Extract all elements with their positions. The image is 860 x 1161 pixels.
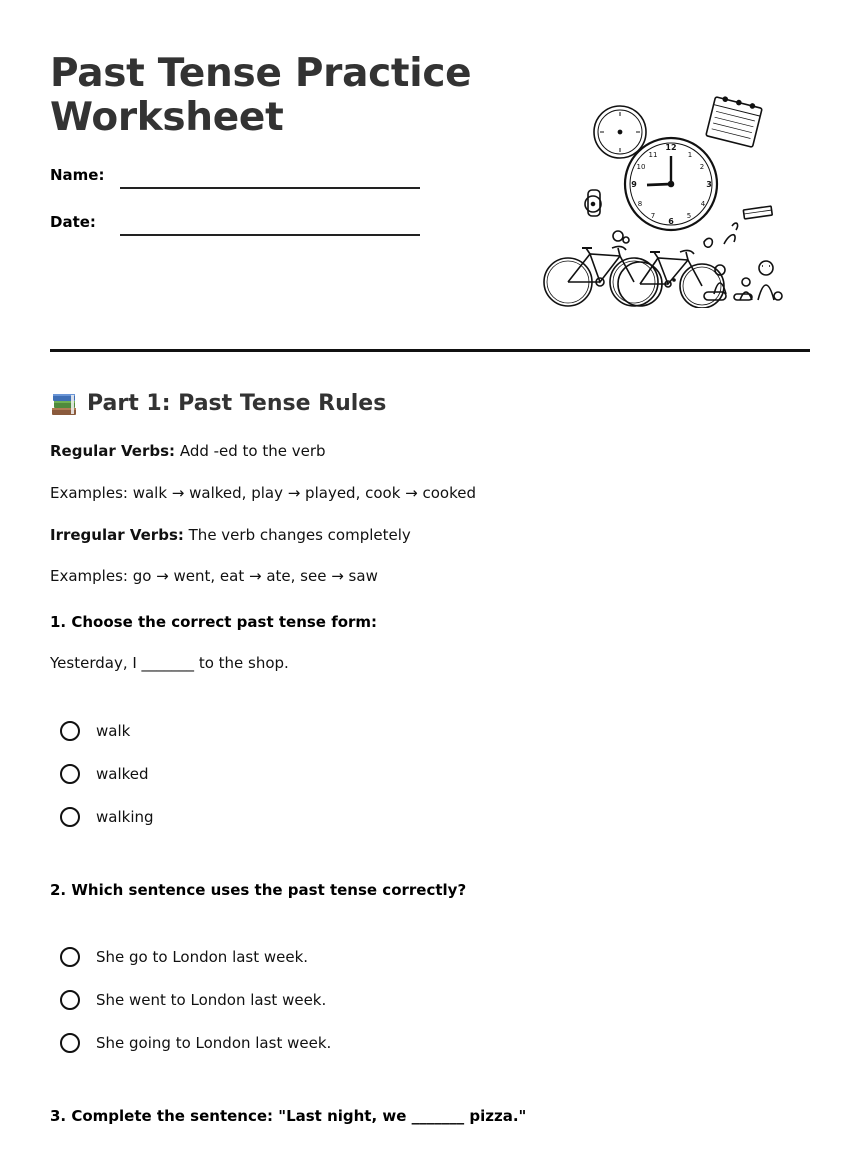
- question-1-prompt: 1. Choose the correct past tense form:: [50, 613, 378, 631]
- regular-verbs-label: Regular Verbs:: [50, 442, 176, 460]
- radio-button[interactable]: [60, 1033, 80, 1053]
- svg-text:1: 1: [687, 151, 693, 159]
- irregular-verbs-text: The verb changes completely: [183, 526, 411, 544]
- date-label: Date:: [50, 213, 96, 231]
- wall-clock-icon: [625, 138, 717, 230]
- regular-verbs-rule: [50, 442, 326, 460]
- question-1-option-walking[interactable]: [60, 804, 154, 830]
- option-label: She going to London last week.: [96, 1034, 332, 1052]
- svg-text:3: 3: [706, 180, 712, 189]
- question-2-prompt: 2. Which sentence uses the past tense correctly?: [50, 881, 467, 899]
- option-label: She go to London last week.: [96, 948, 309, 966]
- radio-button[interactable]: [60, 990, 80, 1010]
- irregular-verbs-rule: [50, 526, 411, 544]
- radio-button[interactable]: [60, 764, 80, 784]
- irregular-verbs-label: Irregular Verbs:: [50, 526, 184, 544]
- svg-text:5: 5: [686, 212, 692, 220]
- svg-text:10: 10: [636, 163, 646, 171]
- part1-heading-text: Part 1: Past Tense Rules: [87, 391, 387, 416]
- question-1-option-walked[interactable]: [60, 761, 149, 787]
- wristwatch-icon: [585, 190, 601, 216]
- svg-text:2: 2: [699, 163, 705, 171]
- worksheet-illustration: [538, 94, 788, 308]
- question-2-option-b[interactable]: [60, 987, 326, 1013]
- svg-text:11: 11: [648, 151, 658, 159]
- bicycle-icon: [544, 246, 658, 306]
- section-divider: [50, 349, 810, 352]
- svg-text:7: 7: [650, 212, 656, 220]
- svg-text:6: 6: [668, 217, 674, 226]
- question-3-prompt: 3. Complete the sentence: "Last night, we _______ pizza.": [50, 1107, 527, 1125]
- regular-verbs-text: Add -ed to the verb: [175, 442, 326, 460]
- regular-verbs-examples: Examples: walk → walked, play → played, cook → cooked: [50, 484, 476, 502]
- radio-button[interactable]: [60, 721, 80, 741]
- books-icon: [50, 391, 78, 417]
- irregular-verbs-examples: Examples: go → went, eat → ate, see → saw: [50, 567, 378, 585]
- calendar-icon: [706, 95, 763, 147]
- question-1-sentence: Yesterday, I _______ to the shop.: [50, 654, 289, 672]
- question-2-option-a[interactable]: [60, 944, 308, 970]
- option-label: walk: [96, 722, 131, 740]
- svg-text:12: 12: [665, 143, 677, 152]
- svg-text:9: 9: [631, 180, 637, 189]
- name-field-line[interactable]: [120, 187, 420, 189]
- option-label: walking: [96, 808, 154, 826]
- question-2-option-c[interactable]: [60, 1030, 331, 1056]
- page-title: Past Tense Practice Worksheet: [50, 51, 472, 140]
- name-label: Name:: [50, 166, 105, 184]
- svg-text:4: 4: [700, 200, 706, 208]
- question-1-option-walk[interactable]: [60, 718, 130, 744]
- toy-figures-icon: [704, 261, 782, 300]
- svg-text:8: 8: [637, 200, 643, 208]
- ruler-icon: [743, 206, 772, 219]
- option-label: walked: [96, 765, 149, 783]
- option-label: She went to London last week.: [96, 991, 327, 1009]
- radio-button[interactable]: [60, 947, 80, 967]
- part1-heading: [50, 388, 386, 420]
- date-field-line[interactable]: [120, 234, 420, 236]
- radio-button[interactable]: [60, 807, 80, 827]
